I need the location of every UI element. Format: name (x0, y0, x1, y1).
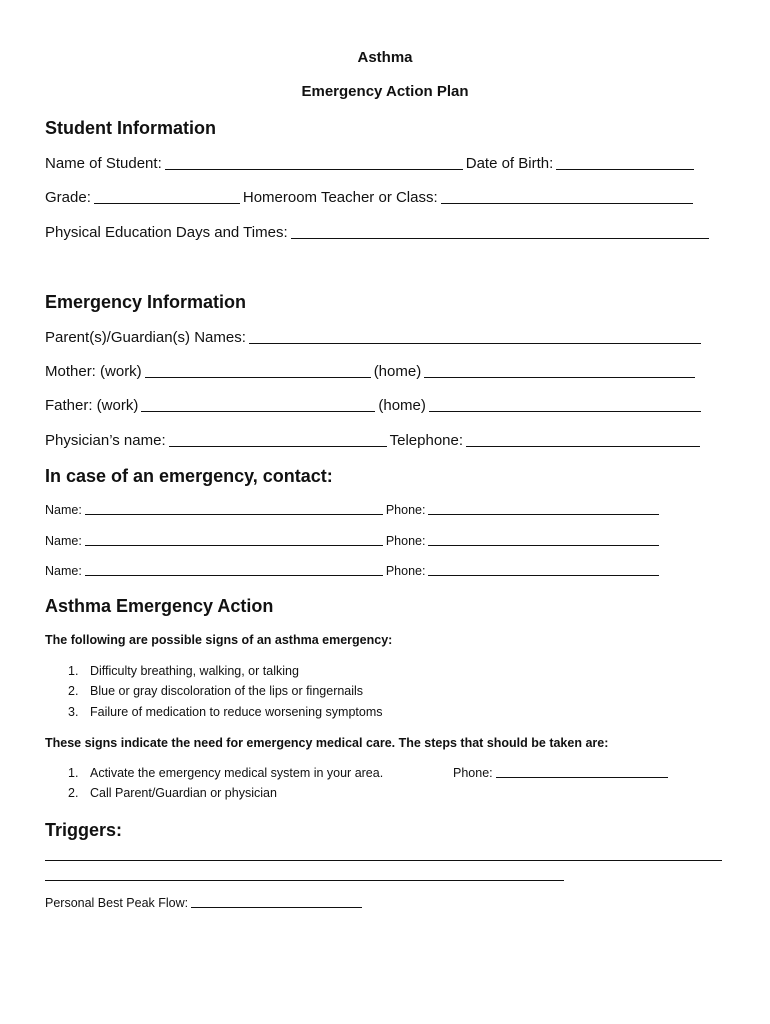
mother-home-label: (home) (373, 363, 422, 380)
contact-row (45, 503, 662, 517)
contact-phone-label: Phone: (385, 534, 426, 548)
parents-names-label: Parent(s)/Guardian(s) Names: (45, 329, 246, 346)
father-home-label: (home) (378, 397, 426, 414)
contact-name-label: Name: (45, 534, 82, 548)
telephone-label: Telephone: (389, 432, 464, 449)
contact-name-field[interactable] (85, 513, 383, 515)
contact-name-field[interactable] (85, 544, 383, 546)
list-item (68, 705, 383, 719)
contact-name-field[interactable] (85, 574, 383, 576)
action-phone-label: Phone: (453, 766, 493, 780)
mother-work-label: Mother: (work) (45, 363, 142, 380)
action-phone-row (453, 766, 671, 780)
triggers-field-line[interactable] (45, 860, 722, 861)
father-work-field[interactable] (141, 410, 375, 412)
list-item (68, 786, 277, 800)
emergency-action-heading: Asthma Emergency Action (45, 596, 274, 616)
list-item (68, 766, 383, 780)
date-of-birth-label: Date of Birth: (465, 155, 554, 172)
contact-row (45, 534, 662, 548)
peak-flow-row (45, 896, 365, 910)
mother-work-field[interactable] (145, 376, 371, 378)
father-row (45, 397, 704, 414)
physician-name-label: Physician’s name: (45, 432, 166, 449)
student-info-heading: Student Information (45, 118, 216, 138)
date-of-birth-field[interactable] (556, 168, 694, 170)
sign-text: Failure of medication to reduce worsening symptoms (90, 705, 383, 719)
contact-name-label: Name: (45, 564, 82, 578)
steps-intro: These signs indicate the need for emergency medical care. The steps that should be taken are: (45, 736, 609, 750)
list-number: 2. (68, 684, 79, 698)
triggers-heading: Triggers: (45, 820, 123, 840)
contact-name-label: Name: (45, 503, 82, 517)
contact-row (45, 564, 662, 578)
homeroom-teacher-label: Homeroom Teacher or Class: (242, 189, 438, 206)
document-title: Asthma (357, 49, 413, 66)
physician-row (45, 432, 703, 449)
parents-names-field[interactable] (249, 342, 701, 344)
list-number: 3. (68, 705, 79, 719)
emergency-contact-heading: In case of an emergency, contact: (45, 466, 333, 486)
step-text: Activate the emergency medical system in your area. (90, 766, 384, 780)
peak-flow-label: Personal Best Peak Flow: (45, 896, 189, 910)
sign-text: Blue or gray discoloration of the lips or fingernails (90, 684, 364, 698)
pe-row (45, 224, 712, 241)
student-name-label: Name of Student: (45, 155, 162, 172)
student-name-field[interactable] (165, 168, 463, 170)
pe-days-field[interactable] (291, 237, 709, 239)
father-home-field[interactable] (429, 410, 701, 412)
student-name-row (45, 155, 697, 172)
contact-phone-field[interactable] (428, 544, 659, 546)
sign-text: Difficulty breathing, walking, or talking (90, 664, 299, 678)
emergency-info-heading: Emergency Information (45, 292, 247, 312)
mother-home-field[interactable] (424, 376, 695, 378)
mother-row (45, 363, 698, 380)
list-number: 1. (68, 664, 79, 678)
contact-phone-field[interactable] (428, 513, 659, 515)
physician-name-field[interactable] (169, 445, 387, 447)
parents-row (45, 329, 704, 346)
list-item (68, 664, 299, 678)
contact-phone-label: Phone: (385, 503, 426, 517)
triggers-field-line[interactable] (45, 880, 564, 881)
list-item (68, 684, 363, 698)
peak-flow-field[interactable] (191, 906, 362, 908)
grade-row (45, 189, 696, 206)
grade-field[interactable] (94, 202, 240, 204)
grade-label: Grade: (45, 189, 91, 206)
list-number: 2. (68, 786, 79, 800)
list-number: 1. (68, 766, 79, 780)
contact-phone-field[interactable] (428, 574, 659, 576)
action-phone-field[interactable] (496, 776, 668, 778)
contact-phone-label: Phone: (385, 564, 426, 578)
telephone-field[interactable] (466, 445, 700, 447)
signs-intro: The following are possible signs of an asthma emergency: (45, 633, 393, 647)
homeroom-teacher-field[interactable] (441, 202, 693, 204)
father-work-label: Father: (work) (45, 397, 139, 414)
document-subtitle: Emergency Action Plan (301, 83, 469, 100)
pe-days-label: Physical Education Days and Times: (45, 224, 288, 241)
step-text: Call Parent/Guardian or physician (90, 786, 277, 800)
